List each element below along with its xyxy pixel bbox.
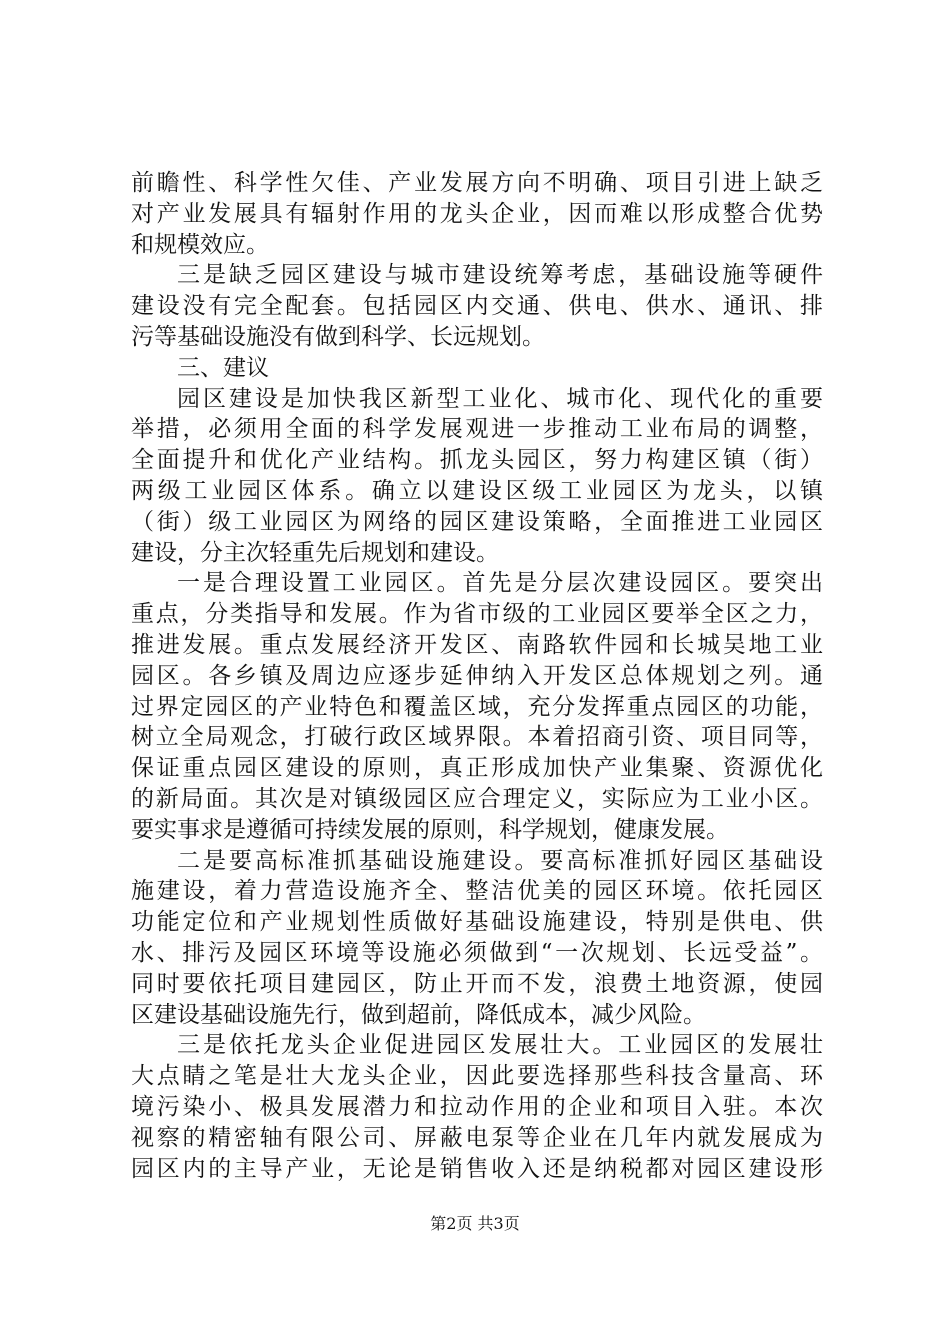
text-line: 建设，分主次轻重先后规划和建设。: [131, 539, 499, 566]
text-line: 建设没有完全配套。包括园区内交通、供电、供水、通讯、排: [131, 293, 823, 320]
text-line: 功能定位和产业规划性质做好基础设施建设，特别是供电、供: [131, 909, 823, 936]
text-line: 两级工业园区体系。确立以建设区级工业园区为龙头，以镇: [131, 477, 823, 504]
text-line: 重点，分类指导和发展。作为省市级的工业园区要举全区之力，: [131, 601, 823, 628]
text-line: 要实事求是遵循可持续发展的原则，科学规划，健康发展。: [131, 816, 729, 843]
text-line: 树立全局观念，打破行政区域界限。本着招商引资、项目同等，: [131, 724, 823, 751]
text-line: 和规模效应。: [131, 231, 269, 258]
text-line: 同时要依托项目建园区，防止开而不发，浪费土地资源，使园: [131, 970, 823, 997]
text-line: 前瞻性、科学性欠佳、产业发展方向不明确、项目引进上缺乏: [131, 170, 823, 196]
text-line: 水、排污及园区环境等设施必须做到“一次规划、长远受益”。: [131, 939, 823, 966]
text-line: 三、建议: [177, 354, 269, 381]
text-line: 对产业发展具有辐射作用的龙头企业，因而难以形成整合优势: [131, 200, 823, 227]
text-line: 境污染小、极具发展潜力和拉动作用的企业和项目入驻。本次: [131, 1093, 823, 1120]
text-line: 三是依托龙头企业促进园区发展壮大。工业园区的发展壮: [177, 1032, 823, 1059]
text-line: （街）级工业园区为网络的园区建设策略，全面推进工业园区: [131, 508, 823, 535]
text-line: 推进发展。重点发展经济开发区、南路软件园和长城吴地工业: [131, 631, 823, 658]
text-line: 污等基础设施没有做到科学、长远规划。: [131, 323, 545, 350]
text-line: 施建设，着力营造设施齐全、整洁优美的园区环境。依托园区: [131, 878, 823, 905]
text-line: 举措，必须用全面的科学发展观进一步推动工业布局的调整，: [131, 416, 823, 443]
text-line: 全面提升和优化产业结构。抓龙头园区，努力构建区镇（街）: [131, 447, 823, 474]
text-line: 视察的精密轴有限公司、屏蔽电泵等企业在几年内就发展成为: [131, 1124, 823, 1151]
text-line: 过界定园区的产业特色和覆盖区域，充分发挥重点园区的功能，: [131, 693, 823, 720]
text-line: 园区内的主导产业，无论是销售收入还是纳税都对园区建设形: [131, 1155, 823, 1182]
text-line: 二是要高标准抓基础设施建设。要高标准抓好园区基础设: [177, 847, 823, 874]
text-line: 三是缺乏园区建设与城市建设统筹考虑，基础设施等硬件: [177, 262, 823, 289]
text-line: 保证重点园区建设的原则，真正形成加快产业集聚、资源优化: [131, 755, 823, 782]
text-line: 区建设基础设施先行，做到超前，降低成本，减少风险。: [131, 1001, 706, 1028]
document-body: [131, 168, 823, 1184]
page-footer: 第2页 共3页: [430, 1214, 520, 1233]
text-line: 一是合理设置工业园区。首先是分层次建设园区。要突出: [177, 570, 823, 597]
text-line: 的新局面。其次是对镇级园区应合理定义，实际应为工业小区。: [131, 785, 823, 812]
text-line: 园区。各乡镇及周边应逐步延伸纳入开发区总体规划之列。通: [131, 662, 823, 689]
text-line: 园区建设是加快我区新型工业化、城市化、现代化的重要: [177, 385, 823, 412]
text-line: 大点睛之笔是壮大龙头企业，因此要选择那些科技含量高、环: [131, 1063, 823, 1090]
